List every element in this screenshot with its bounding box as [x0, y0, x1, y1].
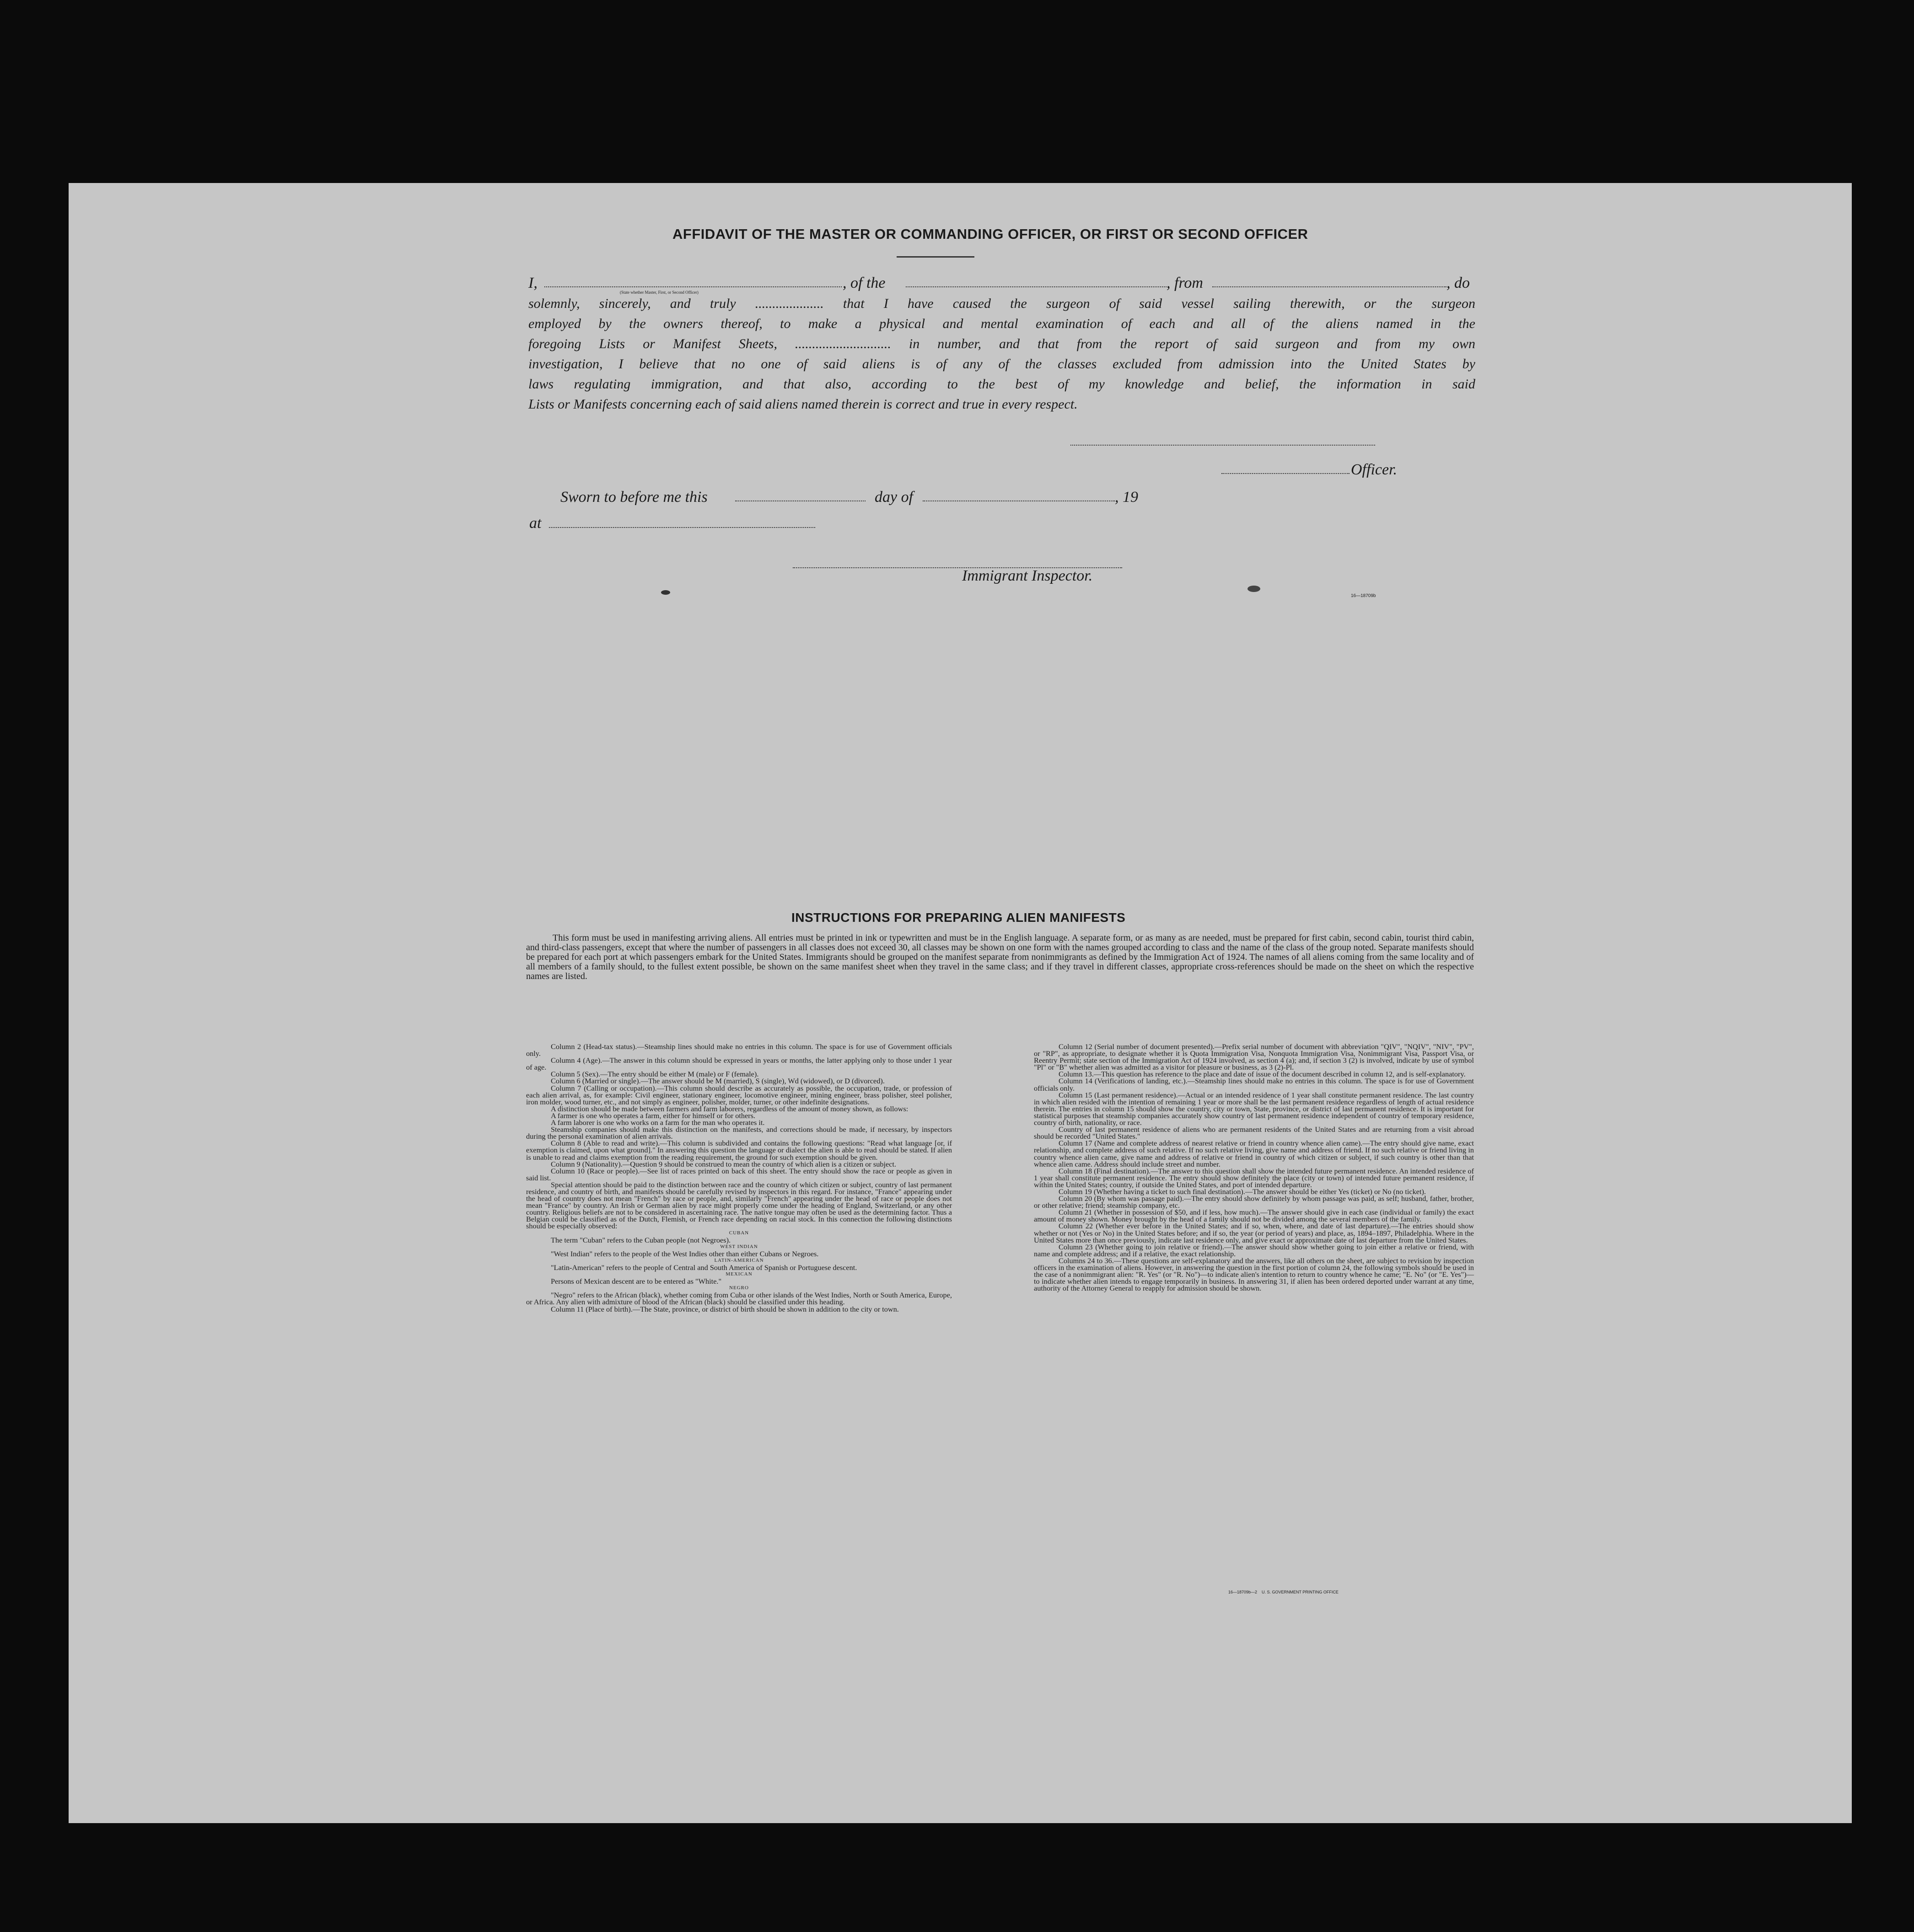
instruction-paragraph: Column 11 (Place of birth).—The State, province, or district of birth should be shown in addition to the city or town.: [551, 1304, 899, 1313]
smudge: [661, 590, 670, 595]
subheading-mexican: MEXICAN: [726, 1271, 753, 1277]
instruction-paragraph: "West Indian" refers to the people of the West Indies other than either Cubans or Negroes.: [551, 1249, 819, 1258]
instruction-paragraph: Persons of Mexican descent are to be entered as "White.": [551, 1277, 722, 1286]
officer-rank-blank: [544, 286, 842, 287]
year-label: , 19: [1115, 489, 1138, 506]
instruction-paragraph: Column 12 (Serial number of document presented).—Prefix serial number of document with abbreviation "QIV", "NQIV", "NIV", "PV", or "RP", as appropriate, to designate whether it is Quota Immigration Visa, Nonquota Immigration Visa, Nonimmigrant Visa, Passport Visa, or Reentry Permit; state section of the Immigration Act of 1924 involved, as section 4 (a); and, if section 3 (2) is involved, indicate by use of symbol "Pl" or "B" whether alien was admitted as a visitor for pleasure or business, as 3 (2)-Pl.: [1034, 1042, 1474, 1072]
day-of-label: day of: [875, 489, 914, 506]
from-port-blank: [1212, 286, 1446, 287]
instruction-paragraph: Column 14 (Verifications of landing, etc.).—Steamship lines should make no entries in this column. The space is for use of Government officials only.: [1034, 1076, 1474, 1092]
instruction-paragraph: Column 5 (Sex).—The entry should be either M (male) or F (female).: [551, 1070, 759, 1079]
smudge: [1247, 586, 1260, 592]
affidavit-line: Lists or Manifests concerning each of said aliens named therein is correct and true in every respect.: [528, 397, 1078, 412]
affidavit-i-label: I,: [528, 274, 538, 291]
instructions-intro: [526, 933, 1474, 981]
instruction-paragraph: Column 19 (Whether having a ticket to such final destination).—The answer should be either Yes (ticket) or No (no ticket).: [1059, 1187, 1426, 1196]
instruction-paragraph: Country of last permanent residence of aliens who are permanent residents of the United States and are returning from a visit abroad should be recorded "United States.": [1034, 1125, 1474, 1141]
instruction-paragraph: A farmer is one who operates a farm, either for himself or for others.: [551, 1111, 756, 1120]
instruction-paragraph: Column 2 (Head-tax status).—Steamship lines should make no entries in this column. The space is for use of Government officials only.: [526, 1042, 952, 1058]
inspector-label: Immigrant Inspector.: [962, 567, 1093, 584]
instruction-paragraph: Column 8 (Able to read and write).—This column is subdivided and contains the following questions: "Read what language [or, if exemption is claimed, upon what ground]." In answering this question the language or dialect the alien is able to read should be stated. If alien is unable to read and claims exemption from the reading requirement, the ground for such exemption should be given.: [526, 1139, 952, 1162]
sworn-label: Sworn to before me this: [560, 489, 708, 506]
instruction-paragraph: "Latin-American" refers to the people of Central and South America of Spanish or Portuguese descent.: [551, 1263, 857, 1272]
title-underline: [897, 256, 974, 258]
instruction-paragraph: Columns 24 to 36.—These questions are self-explanatory and the answers, like all others on the sheet, are subject to revision by inspection officers in the examination of aliens. However, in answering the question in the first portion of column 24, the following symbols should be used in the case of a nonimmigrant alien: "R. Yes" (or "R. No")—to indicate alien's intention to return to country whence he came; "E. No" (or "E. Yes")—to indicate whether alien intends to engage temporarily in business. In answering 31, if alien has been ordered deported under warrant at any time, authority of the Attorney General to reapply for admission should be shown.: [1034, 1256, 1474, 1293]
affidavit-paragraph: [528, 294, 1475, 414]
officer-signature-line: [1070, 445, 1375, 446]
instruction-paragraph: The term "Cuban" refers to the Cuban people (not Negroes).: [551, 1235, 731, 1244]
instruction-paragraph: Column 23 (Whether going to join relative or friend).—The answer should show whether going to join either a relative or friend, with name and complete address; and if a relative, the exact relationship.: [1034, 1242, 1474, 1258]
instruction-paragraph: Column 7 (Calling or occupation).—This column should describe as accurately as possible, the occupation, trade, or profession of each alien arrival, as, for example: Civil engineer, stationary engineer, locomotive engineer, mining engineer, brass polisher, steel polisher, iron molder, wood turner, etc., and not simply as engineer, polisher, molder, turner, or other indefinite designations.: [526, 1083, 952, 1106]
instructions-title: INSTRUCTIONS FOR PREPARING ALIEN MANIFESTS: [791, 910, 1126, 925]
from-label: , from: [1167, 274, 1203, 291]
intro-text: This form must be used in manifesting arriving aliens. All entries must be printed in ink or typewritten and must be in the English language. A separate form, or as many as are needed, must be prepared for first cabin, second cabin, tourist third cabin, and third-class passengers, except that where the number of passengers in all classes does not exceed 30, all classes may be shown on one form with the names grouped according to class and the name of the class of the group noted. Separate manifests should be prepared for each port at which passengers embark for the United States. Immigrants should be grouped on the manifest separate from nonimmigrants as defined by the Immigration Act of 1924. The names of all aliens coming from the same locality and of all members of a family should, to the fullest extent possible, be shown on the same manifest sheet when they travel in the same class; and if they travel in different classes, appropriate cross-references should be made on the sheet on which the respective names are listed.: [526, 933, 1474, 981]
officer-label: Officer.: [1351, 461, 1398, 478]
of-the-label: , of the: [843, 274, 886, 291]
instruction-paragraph: A farm laborer is one who works on a farm for the man who operates it.: [551, 1118, 765, 1127]
instruction-paragraph: Column 6 (Married or single).—The answer should be M (married), S (single), Wd (widowed), or D (divorced).: [551, 1076, 885, 1086]
instruction-paragraph: Column 22 (Whether ever before in the United States; and if so, when, where, and date of last departure).—The entries should show whether or not (Yes or No) in the United States before; and if so, the year (or period of years) and place, as, 1894–1897, Philadelphia. Where in the United States more than once previously, indicate last residence only, and give exact or approximate date of last departure from the United States.: [1034, 1222, 1474, 1244]
sworn-month-blank: [923, 500, 1115, 501]
subheading-cuban: CUBAN: [729, 1230, 749, 1236]
affidavit-title: AFFIDAVIT OF THE MASTER OR COMMANDING OFFICER, OR FIRST OR SECOND OFFICER: [672, 226, 1308, 242]
instruction-paragraph: Column 20 (By whom was passage paid).—The entry should show definitely by whom passage was paid, as self; husband, father, brother, or other relative; friend; steamship company, etc.: [1034, 1194, 1474, 1210]
left-column: [526, 1043, 952, 1313]
subheading-negro: NEGRO: [729, 1285, 749, 1291]
instruction-paragraph: A distinction should be made between farmers and farm laborers, regardless of the amount of money shown, as follows:: [551, 1104, 909, 1113]
at-label: at: [529, 515, 542, 532]
affidavit-line: investigation, I believe that no one of said aliens is of any of the classes excluded from admission into the United States by: [528, 356, 1475, 371]
vessel-name-blank: [906, 286, 1167, 287]
subheading-latin-american: LATIN-AMERICAN: [714, 1257, 764, 1263]
instruction-paragraph: Column 9 (Nationality).—Question 9 should be construed to mean the country of which alien is a citizen or subject.: [551, 1159, 897, 1168]
instruction-paragraph: "Negro" refers to the African (black), whether coming from Cuba or other islands of the West Indies, North or South America, Europe, or Africa. Any alien with admixture of blood of the African (black) should be classified under this heading.: [526, 1291, 952, 1307]
affidavit-line: employed by the owners thereof, to make a physical and mental examination of each and all of the aliens named in the: [528, 316, 1475, 331]
instruction-paragraph: Column 17 (Name and complete address of nearest relative or friend in country whence alien came).—The entry should give name, exact relationship, and complete address of such relative. If no such relative living, give name and address of friend. If no such relative or friend living in country whence alien came, give name and address of relative or friend in country of which citizen or subject, if such country is other than that whence alien came. Address should include street and number.: [1034, 1139, 1474, 1168]
subheading-west-indian: WEST INDIAN: [720, 1243, 758, 1249]
printing-office-footer: 16—18709b—2 U. S. GOVERNMENT PRINTING OFFICE: [1228, 1590, 1339, 1594]
affidavit-line: foregoing Lists or Manifest Sheets, ............................ in number, and that from the report of said surgeon and from my own: [528, 336, 1475, 351]
officer-rank-hint: (State whether Master, First, or Second Officer): [620, 290, 699, 295]
instruction-paragraph: Column 4 (Age).—The answer in this column should be expressed in years or months, the latter applying only to those under 1 year of age.: [526, 1056, 952, 1072]
document-sheet: [69, 183, 1852, 1823]
affidavit-line: laws regulating immigration, and that also, according to the best of my knowledge and belief, the information in said: [528, 377, 1475, 392]
instruction-paragraph: Special attention should be paid to the distinction between race and the country of which citizen or subject, country of last permanent residence, and country of birth, and manifests should be carefully revised by inspectors in this regard. For instance, "France" appearing under the head of country does not mean "French" by race or people, and, similarly "French" appearing under the head of race or people does not mean "France" by country. An Irish or German alien by race might properly come under the heading of England, Switzerland, or any other country. Religious beliefs are not to be considered in ascertaining race. The native tongue may often be used as the determining factor. Thus a Belgian could be classified as of the Dutch, Flemish, or French race depending on racial stock. In this connection the following distinctions should be especially observed:: [526, 1180, 952, 1231]
affidavit-line: solemnly, sincerely, and truly .................... that I have caused the surgeon of said vessel sailing therewith, or the surgeon: [528, 296, 1475, 311]
form-number: 16—18709b: [1351, 593, 1376, 598]
sworn-day-blank: [735, 500, 866, 501]
instruction-paragraph: Steamship companies should make this distinction on the manifests, and corrections should be made, if necessary, by inspectors during the personal examination of alien arrivals.: [526, 1125, 952, 1141]
instruction-paragraph: Column 21 (Whether in possession of $50, and if less, how much).—The answer should give in each case (individual or family) the exact amount of money shown. Money brought by the head of a family should not be divided among the several members of the family.: [1034, 1208, 1474, 1224]
instruction-paragraph: Column 13.—This question has reference to the place and date of issue of the document described in column 12, and is self-explanatory.: [1059, 1070, 1466, 1079]
officer-title-blank: [1221, 473, 1349, 474]
at-place-blank: [549, 527, 815, 528]
instruction-paragraph: Column 18 (Final destination).—The answer to this question shall show the intended future permanent residence. An intended residence of 1 year shall constitute permanent residence. The entry should show definitely the place (city or town) of intended future permanent residence, if within the United States; country, if outside the United States, and port of intended departure.: [1034, 1166, 1474, 1189]
instruction-paragraph: Column 15 (Last permanent residence).—Actual or an intended residence of 1 year shall constitute permanent residence. The last country in which alien resided with the intention of remaining 1 year or more shall be the last permanent residence regardless of length of actual residence therein. The entries in column 15 should show the country, city or town, State, province, or district of last permanent residence. It is important for statistical purposes that steamship companies accurately show country of last permanent residence independent of country of temporary residence, country of birth, nationality, or race.: [1034, 1090, 1474, 1127]
do-label: , do: [1446, 274, 1470, 291]
right-column: [1034, 1043, 1474, 1292]
instruction-paragraph: Column 10 (Race or people).—See list of races printed on back of this sheet. The entry should show the race or people as given in said list.: [526, 1166, 952, 1182]
